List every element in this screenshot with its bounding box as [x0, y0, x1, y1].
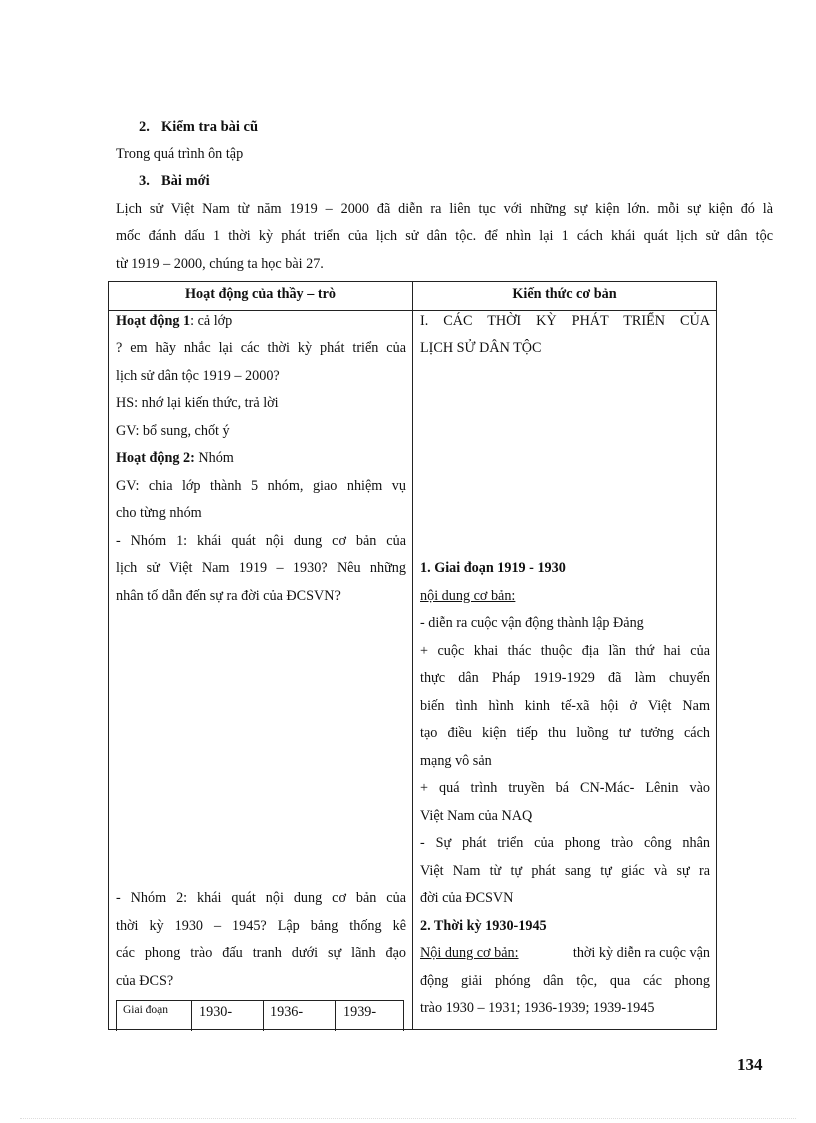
column-divider [412, 282, 413, 1029]
right-text: trào 1930 – 1931; 1936-1939; 1939-1945 [420, 1000, 655, 1016]
period-1-subtitle: nội dung cơ bản: [420, 588, 516, 604]
left-text: của ĐCS? [116, 973, 174, 989]
right-text: + quá trình truyền bá CN-Mác- Lênin vào [420, 780, 710, 796]
left-text: cho từng nhóm [116, 505, 202, 521]
right-heading: I. CÁC THỜI KỲ PHÁT TRIỂN CỦA [420, 313, 710, 329]
left-text: nhân tố dẫn đến sự ra đời của ĐCSVN? [116, 588, 341, 604]
period-2-title: 2. Thời kỳ 1930-1945 [420, 918, 547, 934]
activity-label: Hoạt động 1 [116, 313, 191, 329]
period-col-label: 1939- [343, 1004, 377, 1020]
left-text: lịch sử Việt Nam 1919 – 1930? Nêu những [116, 560, 406, 576]
activity-label: Hoạt động 2: [116, 450, 195, 466]
header-teacher-student: Hoạt động của thầy – trò [185, 286, 336, 302]
section-number: 3. [139, 173, 150, 189]
period-col-label: 1936- [270, 1004, 304, 1020]
right-text: thực dân Pháp 1919-1929 đã làm chuyển [420, 670, 710, 686]
left-text: - Nhóm 2: khái quát nội dung cơ bản của [116, 890, 406, 906]
period-table [116, 1000, 404, 1031]
period-col-label: 1930- [199, 1004, 233, 1020]
right-text: thời kỳ diễn ra cuộc vận [572, 945, 710, 961]
activity-2 [116, 450, 234, 467]
left-text: các phong trào đấu tranh dưới sự lãnh đạo [116, 945, 406, 961]
review-text: Trong quá trình ôn tập [116, 146, 244, 162]
intro-line: Lịch sử Việt Nam từ năm 1919 – 2000 đã diễn ra liên tục với những sự kiện lớn. mỗi sự kiện đó là [116, 201, 773, 217]
period-col-label: Giai đoạn [123, 1004, 169, 1016]
left-text: thời kỳ 1930 – 1945? Lập bảng thống kê [116, 918, 406, 934]
left-text: HS: nhớ lại kiến thức, trả lời [116, 395, 279, 411]
lesson-table [108, 281, 717, 1030]
section-title: Kiểm tra bài cũ [161, 119, 259, 135]
section-number: 2. [139, 119, 150, 135]
activity-1 [116, 313, 232, 330]
right-text: + cuộc khai thác thuộc địa lần thứ hai của [420, 643, 710, 659]
left-text: - Nhóm 1: khái quát nội dung cơ bản của [116, 533, 406, 549]
footer-divider [20, 1118, 796, 1119]
right-text: - Sự phát triển của phong trào công nhân [420, 835, 710, 851]
right-text: mạng vô sản [420, 753, 492, 769]
period-2-subtitle: Nội dung cơ bản: [420, 945, 519, 961]
right-text: tạo điều kiện tiếp thu luồng tư tưởng cách [420, 725, 710, 741]
section-heading-review [139, 119, 258, 136]
left-text: GV: chia lớp thành 5 nhóm, giao nhiệm vụ [116, 478, 406, 494]
page-number: 134 [737, 1055, 763, 1074]
header-basic-knowledge: Kiến thức cơ bản [512, 286, 617, 302]
right-text: biến tình hình kinh tế-xã hội ở Việt Nam [420, 698, 710, 714]
section-title: Bài mới [161, 173, 210, 189]
left-text: ? em hãy nhắc lại các thời kỳ phát triển của [116, 340, 406, 356]
right-text: Việt Nam của NAQ [420, 808, 533, 824]
right-text: - diễn ra cuộc vận động thành lập Đảng [420, 615, 644, 631]
section-heading-new-lesson [139, 173, 210, 190]
activity-mode: Nhóm [194, 450, 234, 466]
right-text: Việt Nam từ tự phát sang tự giác và sự ra [420, 863, 710, 879]
left-text: lịch sử dân tộc 1919 – 2000? [116, 368, 280, 384]
intro-line: mốc đánh dấu 1 thời kỳ phát triển của lịch sử dân tộc. để nhìn lại 1 cách khái quát lịch sử dân tộc [116, 228, 773, 244]
left-text: GV: bổ sung, chốt ý [116, 423, 230, 439]
activity-mode: : cả lớp [190, 313, 233, 329]
right-text: đời của ĐCSVN [420, 890, 514, 906]
right-text: động giải phóng dân tộc, qua các phong [420, 973, 710, 989]
period-2-line [420, 945, 710, 962]
right-heading: LỊCH SỬ DÂN TỘC [420, 340, 542, 356]
header-divider [109, 310, 716, 311]
period-1-title: 1. Giai đoạn 1919 - 1930 [420, 560, 566, 576]
intro-line: từ 1919 – 2000, chúng ta học bài 27. [116, 256, 324, 272]
